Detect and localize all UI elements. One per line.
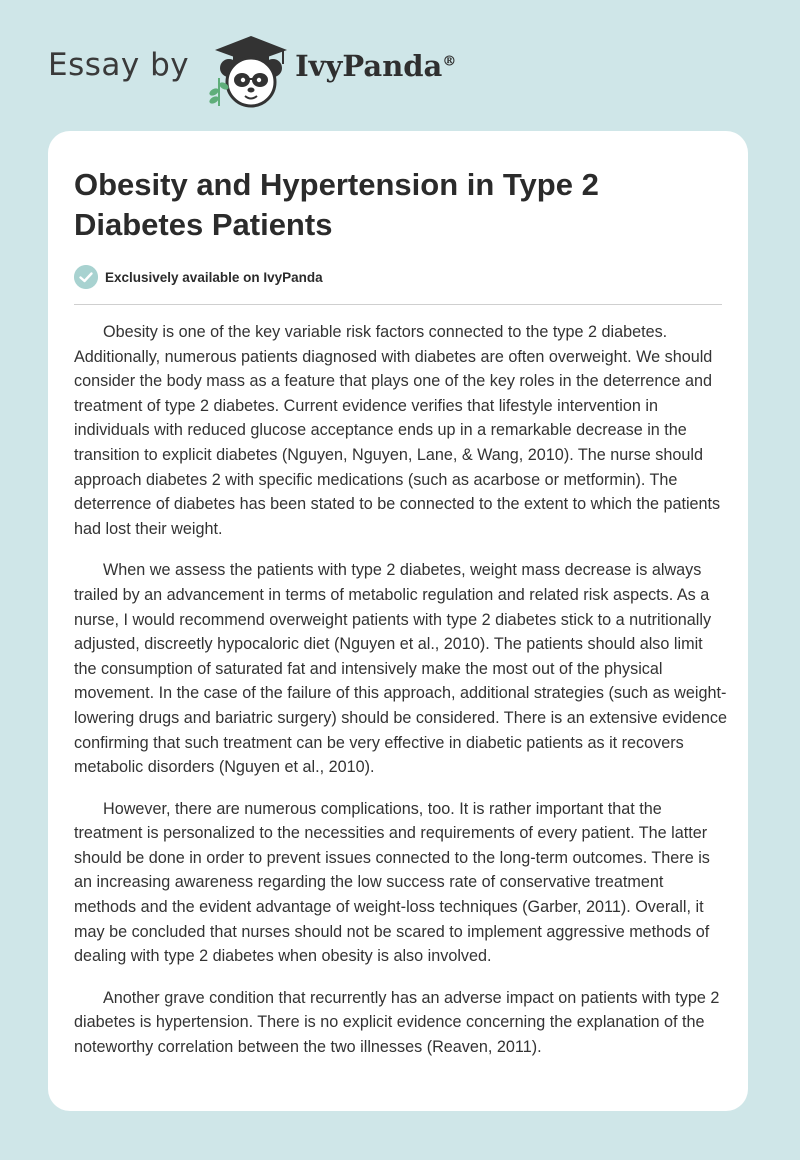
divider xyxy=(74,304,722,305)
registered-mark: ® xyxy=(442,53,457,70)
paragraph: When we assess the patients with type 2 diabetes, weight mass decrease is always trailed by an advancement in terms of metabolic regulation and related risk aspects. As a nurse, I would recommend overweight patients with type 2 diabetes stick to a nutritionally adjusted, discreetly hypocaloric diet (Nguyen et al., 2010). The patients should also limit the consumption of saturated fat and intensively make the most out of the physical movement. In the case of the failure of this approach, additional strategies (such as weight-lowering drugs and bariatric surgery) should be considered. There is an extensive evidence confirming that such treatment can be very effective in diabetic patients as it recovers metabolic disorders (Nguyen et al., 2010). xyxy=(74,561,727,777)
panda-graduate-icon[interactable] xyxy=(203,30,291,110)
paragraph: However, there are numerous complications, too. It is rather important that the treatment is personalized to the necessities and requirements of every patient. The latter should be done in order to prevent issues connected to the long-term outcomes. There is an increasing awareness regarding the low success rate of conservative treatment methods and the evident advantage of weight-loss techniques (Garber, 2011). Overall, it may be concluded that nurses should not be scared to implement aggressive methods of dealing with type 2 diabetes when obesity is also involved. xyxy=(74,799,710,966)
essay-card xyxy=(48,131,748,1111)
paragraph: Another grave condition that recurrently has an adverse impact on patients with type 2 diabetes is hypertension. There is no explicit evidence concerning the explanation of the noteworthy correlation between the two illnesses (Reaven, 2011). xyxy=(74,988,720,1057)
essay-body xyxy=(74,320,729,1077)
paragraph: Obesity is one of the key variable risk factors connected to the type 2 diabetes. Additionally, numerous patients diagnosed with diabetes are often overweight. We should consider the body mass as a feature that plays one of the key roles in the deterrence and treatment of type 2 diabetes. Current evidence verifies that lifestyle intervention in individuals with reduced glucose acceptance ends up in a remarkable decrease in the transition to explicit diabetes (Nguyen, Nguyen, Lane, & Wang, 2010). The nurse should approach diabetes 2 with specific medications (such as acarbose or metformin). The deterrence of diabetes has been stated to be connected to the extent to which the patients had lost their weight. xyxy=(74,323,721,538)
essay-by-label: Essay by xyxy=(48,47,190,83)
check-circle-icon xyxy=(74,265,98,289)
site-header xyxy=(48,30,456,110)
exclusive-badge xyxy=(74,265,323,289)
brand-name[interactable] xyxy=(295,49,456,83)
page-title: Obesity and Hypertension in Type 2 Diabetes Patients xyxy=(74,167,599,242)
exclusive-badge-text: Exclusively available on IvyPanda xyxy=(105,269,323,285)
brand-text: IvyPanda xyxy=(295,49,443,83)
